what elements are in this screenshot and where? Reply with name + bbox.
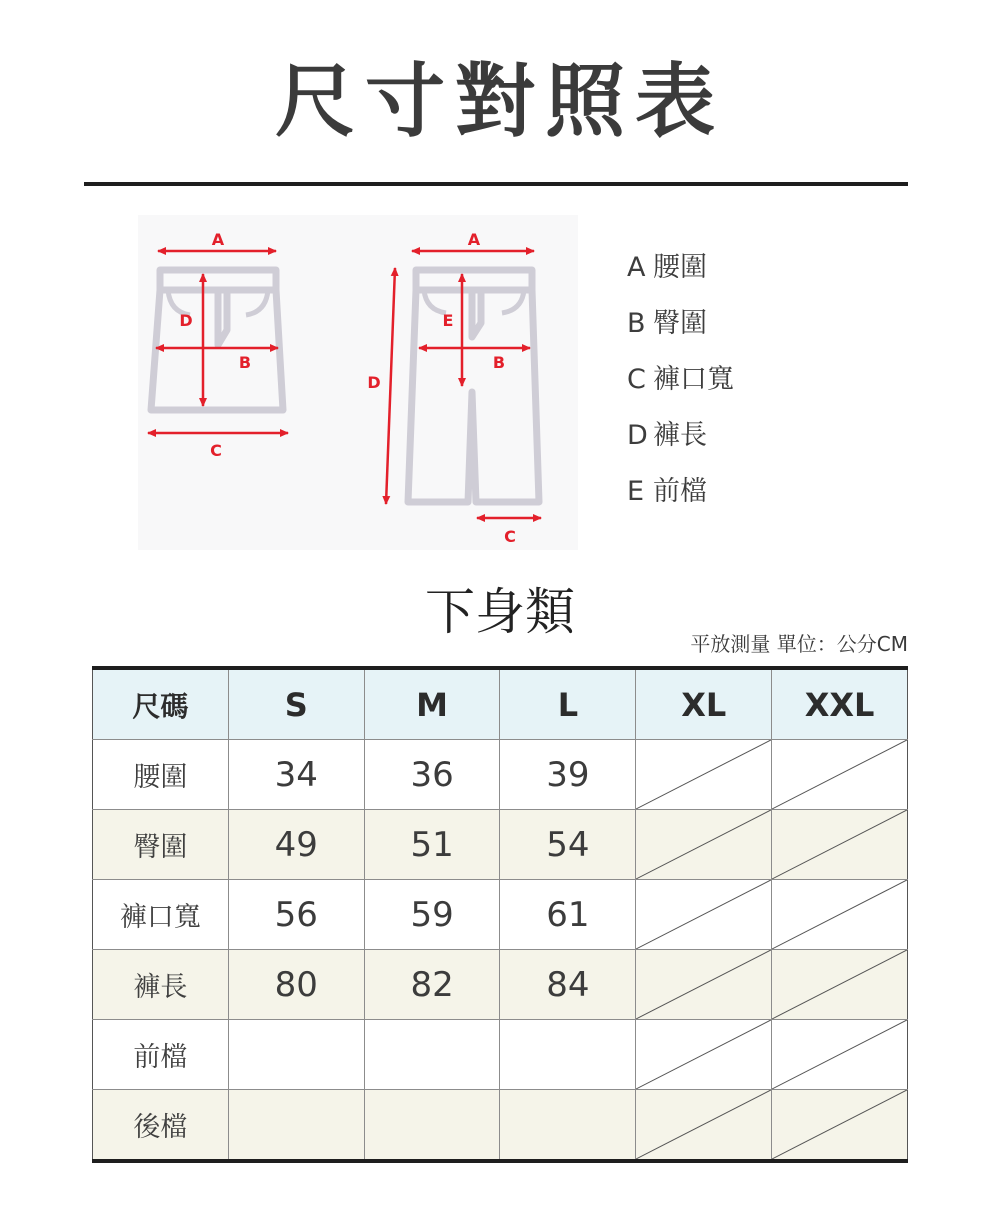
trousers-label-b: B	[492, 353, 506, 372]
row-label: 前檔	[93, 1020, 229, 1090]
trousers-outline	[408, 270, 539, 502]
shorts-label-c: C	[210, 441, 222, 460]
table-cell: 34	[228, 740, 364, 810]
trousers-label-a: A	[467, 230, 481, 249]
strike-line	[636, 950, 771, 1019]
strike-line	[772, 1020, 907, 1089]
not-available-strike	[772, 950, 907, 1019]
table-cell: 49	[228, 810, 364, 880]
size-header-xxl: XXL	[772, 668, 908, 740]
legend-item-a: A 腰圍	[627, 252, 707, 283]
table-cell	[500, 1020, 636, 1090]
strike-line	[772, 1090, 907, 1159]
not-available-strike	[772, 740, 907, 809]
na-cell	[772, 1090, 908, 1162]
table-cell	[364, 1020, 500, 1090]
na-cell	[636, 1020, 772, 1090]
not-available-strike	[636, 1090, 771, 1159]
strike-line	[772, 880, 907, 949]
not-available-strike	[772, 1090, 907, 1159]
table-row	[93, 950, 908, 1020]
na-cell	[772, 880, 908, 950]
table-row	[93, 740, 908, 810]
na-cell	[636, 950, 772, 1020]
legend-item-b: B 臀圍	[627, 308, 707, 339]
row-label: 褲長	[93, 950, 229, 1020]
na-cell	[772, 950, 908, 1020]
table-row	[93, 1090, 908, 1162]
size-header-row	[93, 668, 908, 740]
size-header-l: L	[500, 668, 636, 740]
not-available-strike	[636, 740, 771, 809]
trousers-label-c: C	[504, 527, 516, 546]
size-header-corner: 尺碼	[93, 668, 229, 740]
shorts-outline	[151, 270, 283, 410]
not-available-strike	[636, 1020, 771, 1089]
legend-item-d: D 褲長	[627, 420, 707, 451]
strike-line	[772, 950, 907, 1019]
strike-line	[772, 810, 907, 879]
strike-line	[772, 740, 907, 809]
table-cell: 39	[500, 740, 636, 810]
page-title: 尺寸對照表	[275, 55, 725, 148]
trousers-label-d: D	[367, 373, 381, 392]
strike-line	[636, 1020, 771, 1089]
table-cell	[500, 1090, 636, 1162]
not-available-strike	[772, 880, 907, 949]
row-label: 臀圍	[93, 810, 229, 880]
section-title: 下身類	[425, 583, 575, 641]
size-header-s: S	[228, 668, 364, 740]
unit-note: 平放測量 單位：公分CM	[690, 632, 908, 656]
not-available-strike	[636, 810, 771, 879]
not-available-strike	[772, 810, 907, 879]
shorts-label-b: B	[238, 353, 252, 372]
table-cell	[228, 1020, 364, 1090]
measurement-legend	[627, 248, 734, 528]
row-label: 腰圍	[93, 740, 229, 810]
shorts-label-d: D	[179, 311, 193, 330]
table-cell: 80	[228, 950, 364, 1020]
size-header-xl: XL	[636, 668, 772, 740]
table-cell	[364, 1090, 500, 1162]
size-table	[92, 666, 908, 1163]
not-available-strike	[772, 1020, 907, 1089]
table-cell: 82	[364, 950, 500, 1020]
row-label: 後檔	[93, 1090, 229, 1162]
legend-item-e: E 前檔	[627, 476, 707, 507]
table-cell: 51	[364, 810, 500, 880]
table-cell	[228, 1090, 364, 1162]
na-cell	[636, 740, 772, 810]
strike-line	[636, 1090, 771, 1159]
table-cell: 84	[500, 950, 636, 1020]
size-header-m: M	[364, 668, 500, 740]
shorts-label-a: A	[211, 230, 225, 249]
strike-line	[636, 810, 771, 879]
table-cell: 54	[500, 810, 636, 880]
row-label: 褲口寬	[93, 880, 229, 950]
trousers-label-e: E	[442, 311, 454, 330]
table-cell: 56	[228, 880, 364, 950]
na-cell	[636, 810, 772, 880]
table-row	[93, 880, 908, 950]
na-cell	[772, 1020, 908, 1090]
not-available-strike	[636, 880, 771, 949]
table-row	[93, 810, 908, 880]
strike-line	[636, 740, 771, 809]
na-cell	[772, 740, 908, 810]
table-cell: 59	[364, 880, 500, 950]
measurement-diagram	[0, 0, 1000, 600]
table-cell: 36	[364, 740, 500, 810]
table-cell: 61	[500, 880, 636, 950]
not-available-strike	[636, 950, 771, 1019]
table-row	[93, 1020, 908, 1090]
strike-line	[636, 880, 771, 949]
na-cell	[636, 1090, 772, 1162]
legend-item-c: C 褲口寬	[627, 364, 734, 395]
na-cell	[636, 880, 772, 950]
na-cell	[772, 810, 908, 880]
